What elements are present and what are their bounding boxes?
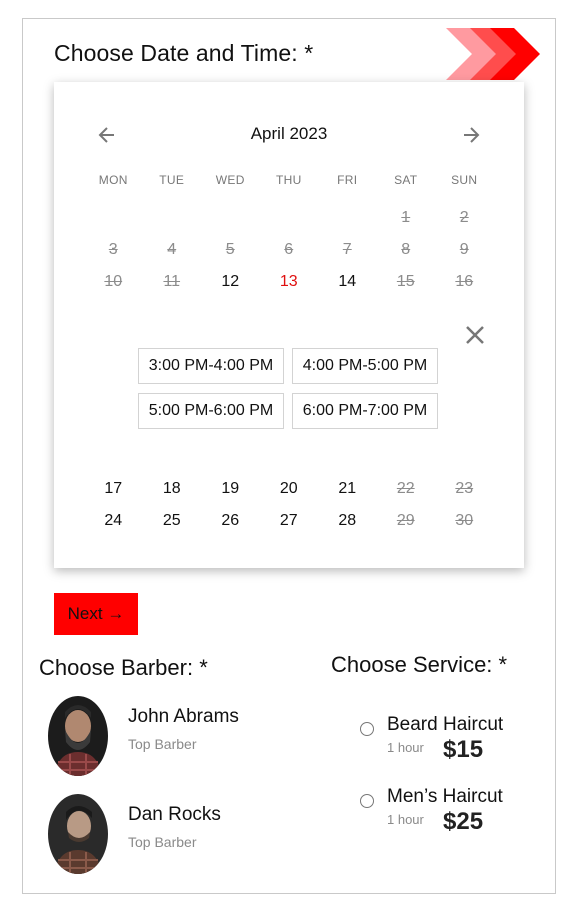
calendar-header (54, 116, 524, 152)
calendar-day-today[interactable]: 13 (279, 273, 298, 290)
calendar-day[interactable]: 26 (221, 512, 240, 529)
calendar-day: 10 (104, 273, 123, 290)
calendar-day: 16 (455, 273, 474, 290)
calendar-day: 1 (401, 209, 411, 226)
calendar-day: 22 (396, 480, 415, 497)
calendar-week (84, 505, 522, 537)
calendar-day: 6 (284, 241, 294, 258)
service-radio[interactable] (360, 794, 374, 808)
service-duration: 1 hour (387, 740, 424, 755)
calendar-day[interactable]: 27 (279, 512, 298, 529)
calendar-day: 5 (225, 241, 235, 258)
date-time-title: Choose Date and Time: * (54, 40, 314, 66)
weekday-label: SUN (451, 173, 478, 187)
service-price: $15 (443, 736, 484, 763)
choose-barber-title: Choose Barber: * (39, 655, 208, 680)
calendar-week (84, 266, 522, 298)
service-duration: 1 hour (387, 812, 424, 827)
month-label: April 2023 (250, 124, 328, 143)
service-option-mens[interactable] (360, 786, 540, 846)
barber-name: Dan Rocks (128, 804, 221, 825)
calendar-day: 9 (459, 241, 469, 258)
time-slot[interactable]: 6:00 PM-7:00 PM (292, 393, 438, 429)
calendar-day[interactable]: 25 (162, 512, 181, 529)
calendar-day[interactable]: 12 (221, 273, 240, 290)
calendar-day[interactable]: 20 (279, 480, 298, 497)
calendar-day[interactable]: 17 (104, 480, 123, 497)
close-icon[interactable] (464, 324, 486, 346)
service-option-beard[interactable] (360, 714, 540, 774)
calendar-day[interactable]: 24 (104, 512, 123, 529)
barber-option-dan[interactable] (48, 794, 308, 874)
service-price: $25 (443, 808, 484, 835)
avatar (48, 696, 108, 776)
time-slot[interactable]: 4:00 PM-5:00 PM (292, 348, 438, 384)
calendar-day[interactable]: 18 (162, 480, 181, 497)
service-name: Beard Haircut (387, 714, 504, 735)
calendar-day: 8 (401, 241, 411, 258)
barber-name: John Abrams (128, 706, 239, 727)
calendar-day: 4 (167, 241, 177, 258)
barber-role: Top Barber (128, 736, 197, 752)
calendar-day: 7 (342, 241, 352, 258)
calendar-day: 30 (455, 512, 474, 529)
weekday-label: FRI (337, 173, 358, 187)
calendar-day[interactable]: 14 (338, 273, 357, 290)
time-slot[interactable]: 5:00 PM-6:00 PM (138, 393, 284, 429)
service-name: Men’s Haircut (387, 786, 503, 807)
chevrons-decoration (446, 28, 540, 80)
barber-role: Top Barber (128, 834, 197, 850)
weekday-label: THU (275, 173, 302, 187)
choose-service-title: Choose Service: * (331, 652, 508, 677)
calendar-week (84, 202, 522, 234)
calendar-day: 3 (108, 241, 118, 258)
calendar-day: 15 (396, 273, 415, 290)
weekday-label: TUE (159, 173, 185, 187)
service-radio[interactable] (360, 722, 374, 736)
time-slot[interactable]: 3:00 PM-4:00 PM (138, 348, 284, 384)
calendar-day[interactable]: 19 (221, 480, 240, 497)
calendar-day: 11 (163, 273, 181, 290)
date-picker (54, 82, 524, 568)
calendar-day: 23 (455, 480, 474, 497)
weekday-label: WED (215, 173, 245, 187)
calendar-week (84, 234, 522, 266)
weekday-label: MON (98, 173, 128, 187)
calendar-weeks-bottom (84, 473, 522, 537)
calendar-week (84, 473, 522, 505)
next-button[interactable]: Next → (54, 593, 138, 635)
calendar-day[interactable]: 21 (338, 480, 357, 497)
next-month-button[interactable] (458, 122, 484, 148)
calendar-day: 2 (459, 209, 469, 226)
calendar-weeks-top (84, 202, 522, 298)
weekday-header (84, 164, 522, 196)
calendar-day[interactable]: 28 (338, 512, 357, 529)
weekday-label: SAT (394, 173, 418, 187)
arrow-right-icon (461, 125, 481, 145)
calendar-day: 29 (396, 512, 415, 529)
barber-option-john[interactable] (48, 696, 308, 776)
avatar (48, 794, 108, 874)
